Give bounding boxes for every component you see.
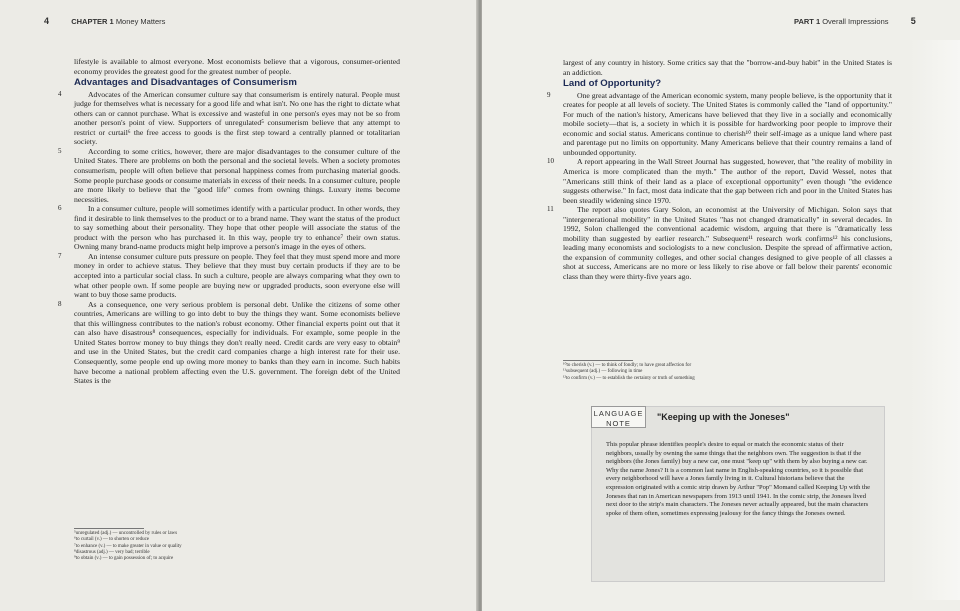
footnote: ¹²to confirm (v.) — to establish the certainty or truth of something xyxy=(563,375,695,381)
footnote-divider xyxy=(74,528,144,529)
paragraph-number: 8 xyxy=(58,299,62,308)
next-page-bleed xyxy=(910,40,960,600)
part-label: PART 1 xyxy=(794,17,821,26)
paragraph-6 xyxy=(58,204,400,252)
footnote: ⁶to curtail (v.) — to shorten or reduce xyxy=(74,537,150,543)
language-note-title: "Keeping up with the Joneses" xyxy=(657,412,790,422)
footnote: ¹¹subsequent (adj.) — following in time xyxy=(563,369,643,375)
paragraph-text: The report also quotes Gary Solon, an economist at the University of Michigan. Solon says that "intergenerational mobility" in the United States "has not changed dramatically" in several decades. In 1992, Solon challenged the conventional academic wisdom, arguing that there is "dramatically less mobility than suggested by earlier research." Subsequent¹¹ research work confirms¹² his conclusions, leading many economists and sociologists to a new conclusion. Despite the spread of affirmative action, the expansion of community colleges, and other social changes designed to give people of all classes a shot at success, Americans are no more or less likely to rise above or fall below their parents' economic class than they were thirty-five years ago. xyxy=(563,205,892,282)
footnote: ⁵unregulated (adj.) — uncontrolled by rules or laws xyxy=(74,531,178,536)
label-line: LANGUAGE xyxy=(593,409,644,418)
label-line: NOTE xyxy=(606,419,631,428)
paragraph-number: 10 xyxy=(547,157,554,166)
left-page xyxy=(0,0,478,611)
footnote: ⁸disastrous (adj.) — very bad; terrible xyxy=(74,549,150,555)
paragraph-8 xyxy=(58,299,400,386)
footnote: ⁷to enhance (v.) — to make greater in value or quality xyxy=(74,543,182,549)
footnote: ⁹to obtain (v.) — to gain possession of; to acquire xyxy=(74,556,174,562)
right-page-body xyxy=(547,58,892,282)
paragraph-number: 9 xyxy=(547,90,551,99)
continued-paragraph: largest of any country in history. Some critics say that the "borrow-and-buy habit" in the United States is an addiction. xyxy=(563,58,892,77)
paragraph-11 xyxy=(547,205,892,282)
paragraph-number: 4 xyxy=(58,89,62,98)
paragraph-number: 5 xyxy=(58,146,62,155)
paragraph-text: A report appearing in the Wall Street Journal has suggested, however, that "the reality of mobility in America is more complicated than the myth." The author of the report, David Wessel, notes that "Americans still think of their land as a place of exceptional opportunity" even though "the evidence suggests otherwise." In fact, most data indicate that the gap between rich and poor in the United States has been steadily widening since 1970. xyxy=(563,157,892,205)
paragraph-4 xyxy=(58,89,400,147)
right-page xyxy=(482,0,960,611)
section-heading: Advantages and Disadvantages of Consumerism xyxy=(74,77,297,89)
left-page-number: 4 xyxy=(44,16,50,26)
paragraph-number: 6 xyxy=(58,204,62,213)
paragraph-7 xyxy=(58,251,400,300)
footnote-divider xyxy=(563,360,633,361)
paragraph-10 xyxy=(547,157,892,205)
paragraph-text: According to some critics, however, there are major disadvantages to the consumer culture of the United States. There are problems on both the personal and the societal levels. When a society promotes consumerism, people will often believe that personal happiness comes from purchasing material goods. Some people purchase goods or consume materials in excess of their needs. In a consumer culture, people are more likely to believe that the "good life" comes from owning things. Luxury items become necessities. xyxy=(74,146,400,204)
language-note-text: This popular phrase identifies people's desire to equal or match the economic status of their neighbors, usually by owning the same things that the neighbors own. The suggestion is that if the neighbors (the Jones family) buy a new car, one must "keep up" with them by also buying a new car. Why the name Jones? It is a common last name in English-speaking countries, so it is possible that every neighborhood will have a Jones family living in it. Cultural historians believe that the expression originated with a comic strip drawn by Arthur "Pop" Momand called Keeping Up with the Joneses that ran in American newspapers from 1913 until 1941. In the comic strip, the Joneses lived next door to the strip's main characters. The Joneses never actually appeared, but the main characters spoke of them often, sometimes expressing jealousy for the fancy things the Joneses owned. xyxy=(606,441,870,517)
continued-paragraph: lifestyle is available to almost everyone. Most economists believe that a vigorous, consumer-oriented economy provides the greatest good for the greatest number of people. xyxy=(74,57,400,76)
chapter-title: Money Matters xyxy=(115,17,166,26)
paragraph-9 xyxy=(547,90,892,158)
left-page-body xyxy=(58,57,400,386)
language-note-box xyxy=(591,406,885,582)
paragraph-text: An intense consumer culture puts pressure on people. They feel that they must spend more and more money in order to achieve status. They believe that they must buy certain products if they are to be accepted into a particular social class. In such a culture, people are always comparing what they own to what other people own. If some people are buying new or upgraded products, soon everyone else will want to buy those same products. xyxy=(74,251,400,300)
paragraph-text: In a consumer culture, people will sometimes identify with a particular product. In other words, they find it desirable to link themselves to the product or to a brand name. They want the status of the product to say something about their personality. They hope that other people will associate the status of the product with the person who has purchased it. In this way, people try to enhance⁷ their own status. Owning many brand-name products might help improve a person's image in the eyes of others. xyxy=(74,204,400,252)
paragraph-number: 7 xyxy=(58,251,62,260)
right-page-header xyxy=(794,16,916,26)
paragraph-text: As a consequence, one very serious problem is personal debt. Unlike the citizens of some other countries, Americans are willing to go into debt to buy the things they want. Some economists believe that this willingness contributes to the nation's robust economy. Other financial experts point out that it can also have disastrous⁸ consequences, especially for individuals. For example, some people in the United States borrow money to buy things they don't really need. Credit cards are very easy to obtain⁹ and use in the United States, but the credit card companies charge a high interest rate for their use. Consequently, some people end up owing more money to banks than they earn in income. Such habits have become a national problem affecting even the U.S. government. The foreign debt of the United States is the xyxy=(74,299,400,386)
chapter-label: CHAPTER 1 xyxy=(71,17,114,26)
left-footnotes xyxy=(74,531,394,562)
paragraph-text: One great advantage of the American economic system, many people believe, is the opportunity that it creates for people at all levels of society. The United States is commonly called the "land of opportunity." For much of the nation's history, Americans have believed that they live in a socially and economically mobile society—that is, a society in which it is possible for hardworking poor people to improve their economic and social status. Americans continue to cherish¹⁰ their self-image as a unique land where past and parentage put no limits on opportunity. Many Americans believe that their country remains a land of unbounded opportunity. xyxy=(563,90,892,157)
footnote: ¹⁰to cherish (v.) — to think of fondly; to have great affection for xyxy=(563,363,692,368)
part-title: Overall Impressions xyxy=(822,17,889,26)
paragraph-5 xyxy=(58,146,400,204)
right-footnotes xyxy=(563,363,883,382)
section-heading: Land of Opportunity? xyxy=(563,78,662,90)
paragraph-number: 11 xyxy=(547,205,554,214)
right-page-number: 5 xyxy=(910,16,916,26)
language-note-label xyxy=(591,406,646,428)
left-page-header xyxy=(44,16,165,26)
paragraph-text: Advocates of the American consumer culture say that consumerism is entirely natural. People must judge for themselves what is necessary for a good life and what isn't. No one has the right to dictate what others can or cannot purchase. What is excessive and wasteful in one person's eyes may not be so from another person's point of view. Supporters of unregulated⁵ consumerism believe that any attempt to restrict or curtail⁶ the free access to goods is the first step toward a centrally planned or totalitarian society. xyxy=(74,89,400,147)
